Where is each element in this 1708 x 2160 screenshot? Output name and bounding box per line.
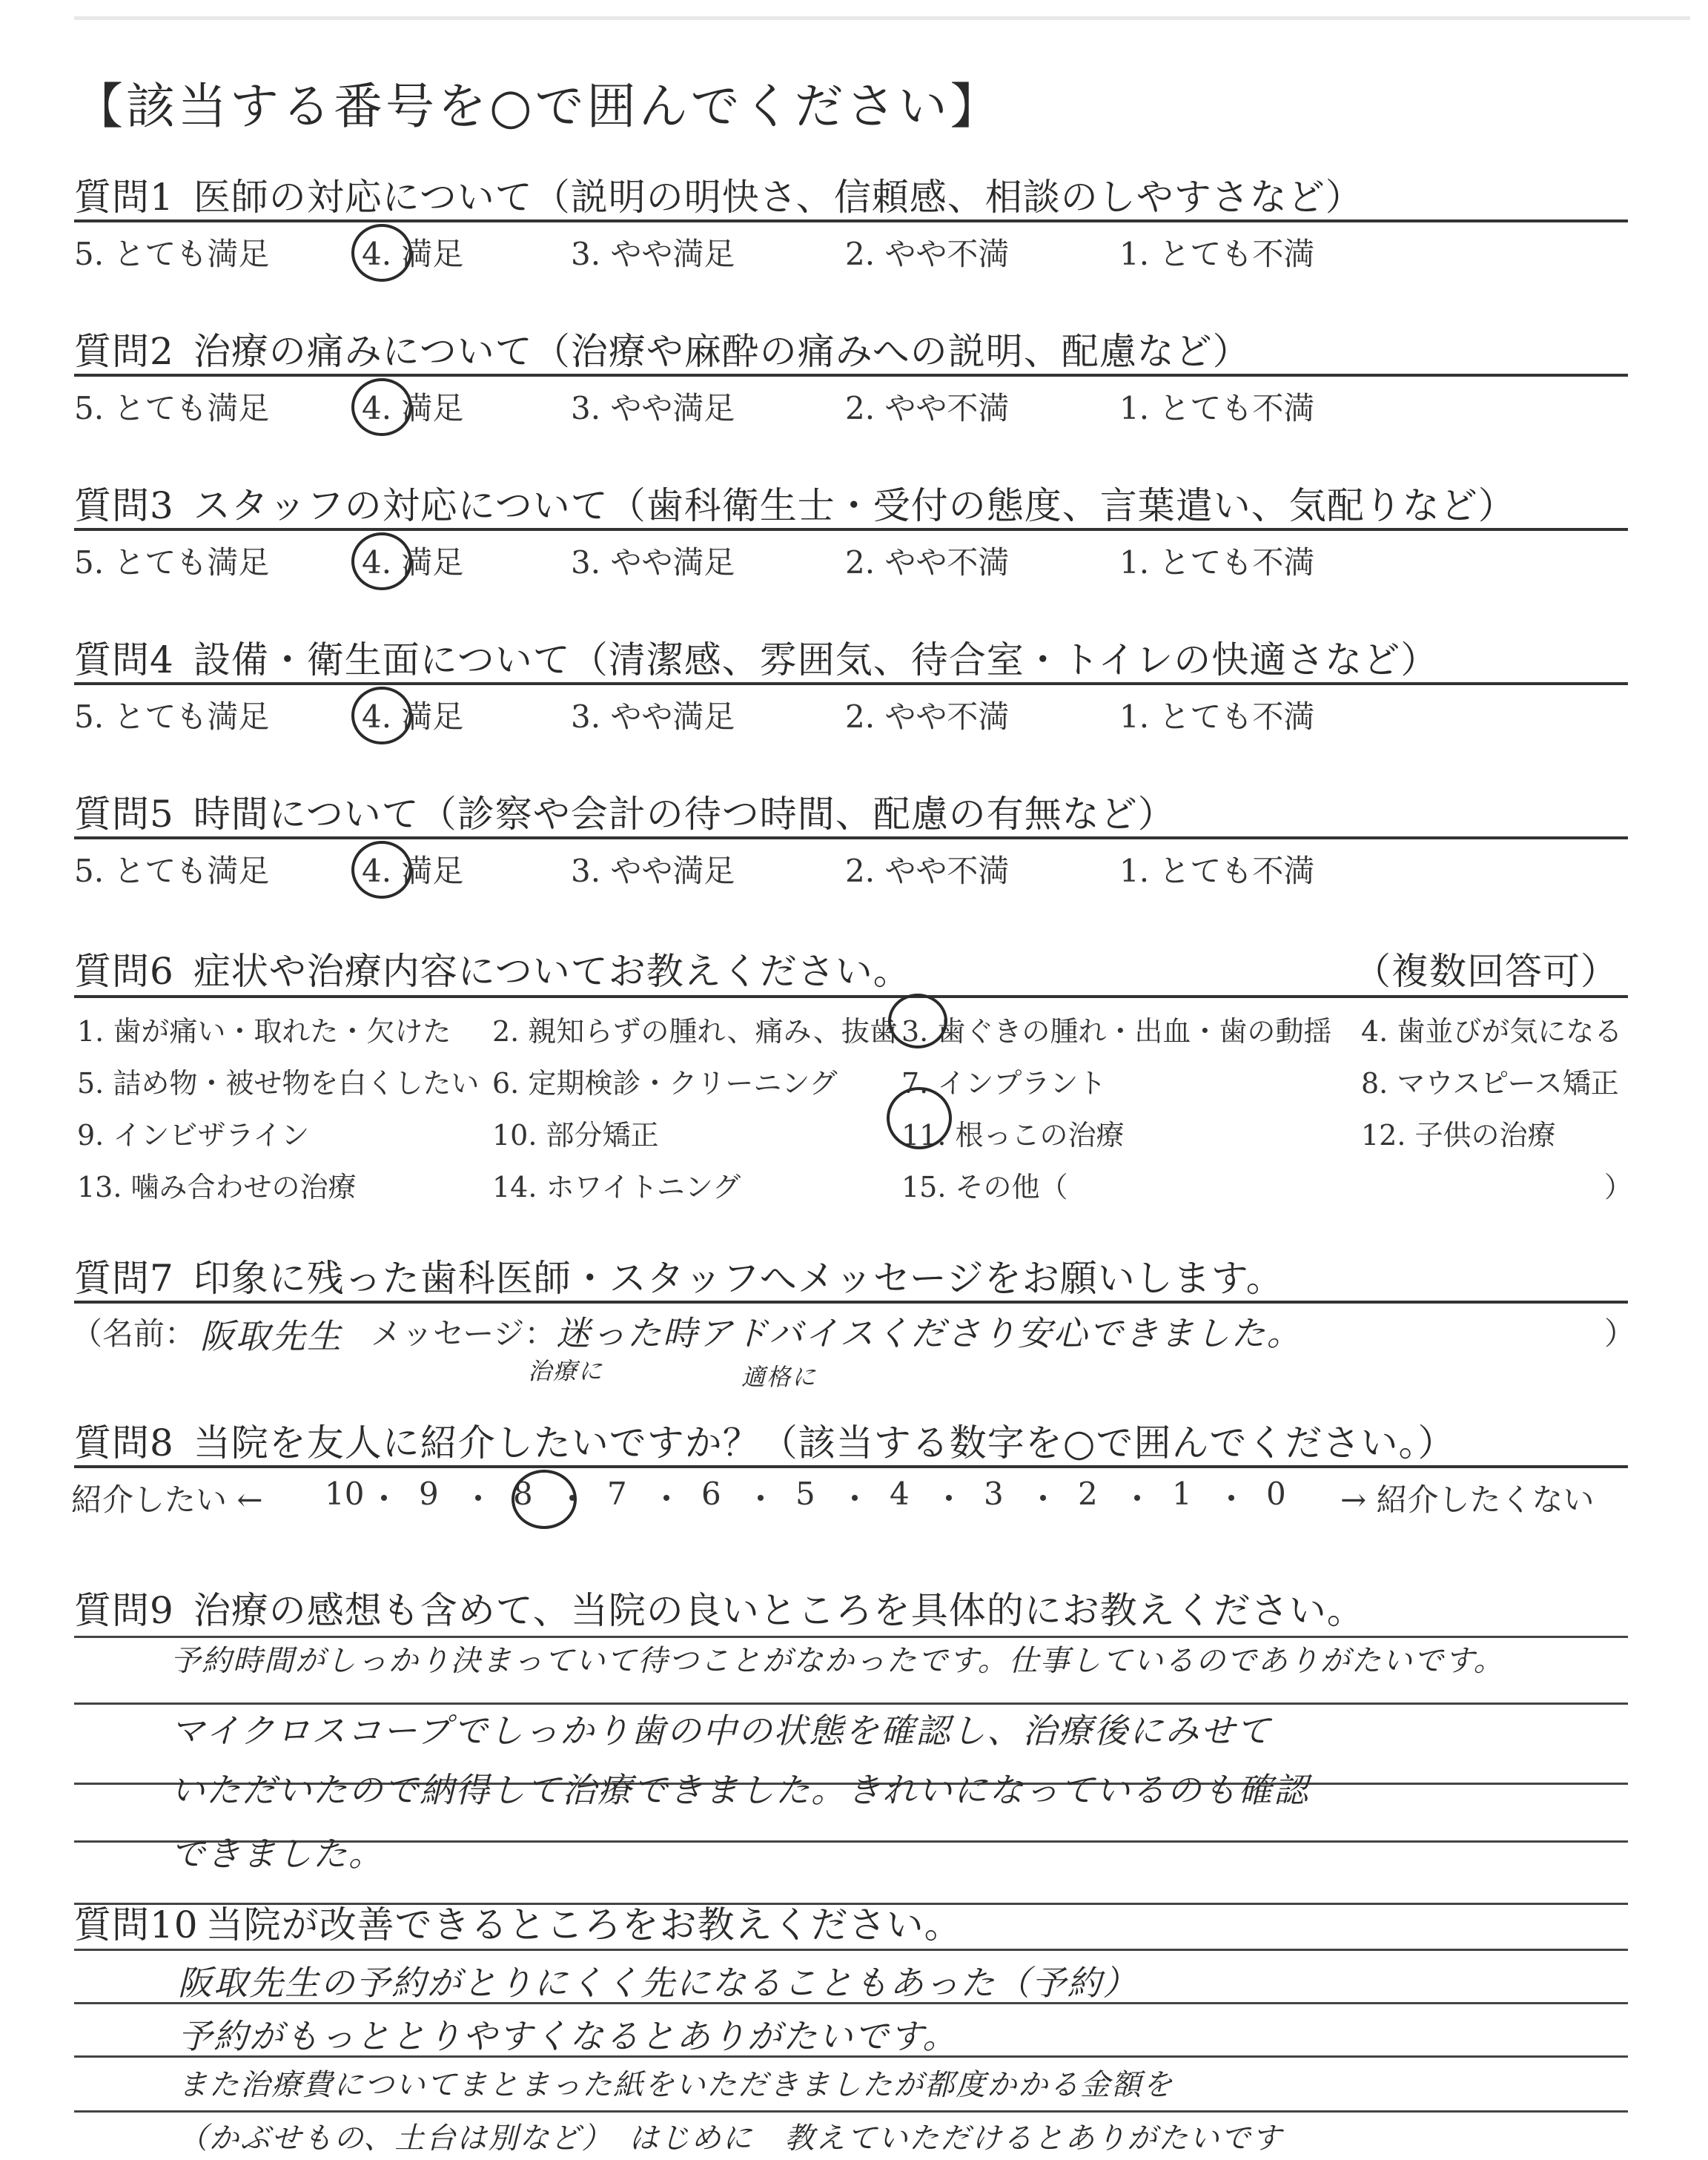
q8-scale-separator	[758, 1495, 764, 1501]
q8-scale-10[interactable]: 10	[325, 1476, 365, 1512]
q1-number: 質問1	[74, 176, 174, 219]
q4-text: 設備・衛生面について（清潔感、雰囲気、待合室・トイレの快適さなど）	[193, 638, 1439, 681]
q5-selection-circle[interactable]	[351, 841, 412, 899]
q5-number: 質問5	[74, 793, 174, 836]
q8-scale-0[interactable]: 0	[1266, 1476, 1286, 1512]
q2-rule	[74, 374, 1628, 377]
q2-option-1[interactable]: 1. とても不満	[1119, 390, 1315, 426]
q8-rule	[74, 1465, 1628, 1468]
q1-selection-circle[interactable]	[351, 224, 412, 282]
q1-rule	[74, 219, 1628, 222]
q6-option-1[interactable]: 1. 歯が痛い・取れた・欠けた	[77, 1015, 451, 1048]
q6-option-12[interactable]: 12. 子供の治療	[1361, 1119, 1556, 1152]
q9-answer-line[interactable]: いただいたので納得して治療できました。きれいになっているのも確認	[171, 1770, 1309, 1810]
q1-option-4[interactable]: 4. 満足	[362, 236, 464, 272]
q8-right-label: → 紹介したくない	[1340, 1482, 1595, 1518]
q6-option-3[interactable]: 3. 歯ぐきの腫れ・出血・歯の動揺	[901, 1015, 1332, 1048]
q4-option-2[interactable]: 2. やや不満	[845, 698, 1010, 735]
q1-option-3[interactable]: 3. やや満足	[571, 236, 735, 272]
q6-option-11[interactable]: 11. 根っこの治療	[901, 1119, 1125, 1152]
q6-option-2[interactable]: 2. 親知らずの腫れ、痛み、抜歯	[492, 1015, 898, 1048]
q4-option-4[interactable]: 4. 満足	[362, 698, 464, 735]
q3-option-1[interactable]: 1. とても不満	[1119, 544, 1315, 581]
q1-option-1[interactable]: 1. とても不満	[1119, 236, 1315, 272]
q7-message[interactable]: 迷った時アドバイスくださり安心できました。	[556, 1313, 1302, 1353]
q8-number: 質問8	[74, 1421, 174, 1464]
q8-scale-separator	[852, 1495, 858, 1501]
q7-rule	[74, 1301, 1628, 1304]
q8-scale-5[interactable]: 5	[795, 1476, 815, 1512]
q8-left-label: 紹介したい ←	[71, 1482, 263, 1518]
q6-option-15[interactable]: 15. その他（	[901, 1171, 1068, 1203]
q7-suffix: ）	[1604, 1315, 1636, 1352]
q7-insert-1: 治療に	[528, 1357, 604, 1385]
q8-scale-separator	[663, 1495, 669, 1501]
q9-answer-line[interactable]: 予約時間がしっかり決まっていて待つことがなかったです。仕事しているのでありがたいです。	[171, 1644, 1505, 1678]
q9-answer-line[interactable]: できました。	[171, 1834, 384, 1874]
q5-option-2[interactable]: 2. やや不満	[845, 853, 1010, 889]
q6-option-13[interactable]: 13. 噛み合わせの治療	[77, 1171, 357, 1203]
q4-rule	[74, 682, 1628, 685]
q6-option-7[interactable]: 7. インプラント	[901, 1067, 1107, 1100]
q8-scale-1[interactable]: 1	[1172, 1476, 1192, 1512]
q1-title	[74, 168, 1363, 221]
q10-text: 当院が改善できるところをお教えください。	[205, 1903, 962, 1946]
q5-option-1[interactable]: 1. とても不満	[1119, 853, 1315, 889]
q8-title	[74, 1413, 1455, 1467]
q2-option-4[interactable]: 4. 満足	[362, 390, 464, 426]
q6-option-5[interactable]: 5. 詰め物・被せ物を白くしたい	[77, 1067, 480, 1100]
q6-note: （複数回答可）	[1354, 950, 1618, 993]
q6-option-8[interactable]: 8. マウスピース矯正	[1361, 1067, 1619, 1100]
q7-name-prefix: （名前：	[71, 1315, 196, 1352]
q9-number: 質問9	[74, 1589, 174, 1632]
q2-option-5[interactable]: 5. とても満足	[74, 390, 270, 426]
page-header: 【該当する番号を○で囲んでください】	[74, 78, 1002, 135]
q2-option-3[interactable]: 3. やや満足	[571, 390, 735, 426]
top-border	[74, 16, 1690, 20]
q2-number: 質問2	[74, 330, 174, 373]
q8-scale-6[interactable]: 6	[701, 1476, 721, 1512]
q1-text: 医師の対応について（説明の明快さ、信頼感、相談のしやすさなど）	[193, 176, 1363, 219]
q4-option-3[interactable]: 3. やや満足	[571, 698, 735, 735]
q2-text: 治療の痛みについて（治療や麻酔の痛みへの説明、配慮など）	[193, 330, 1251, 373]
q5-text: 時間について（診察や会計の待つ時間、配慮の有無など）	[193, 793, 1176, 836]
q8-text: 当院を友人に紹介したいですか？（該当する数字を○で囲んでください。）	[193, 1421, 1456, 1464]
q3-text: スタッフの対応について（歯科衛生士・受付の態度、言葉遣い、気配りなど）	[193, 484, 1516, 527]
q10-ruled-line	[74, 1949, 1628, 1951]
q6-text: 症状や治療内容についてお教えください。	[193, 950, 911, 993]
q5-option-4[interactable]: 4. 満足	[362, 853, 464, 889]
q10-answer-line[interactable]: （かぶせもの、土台は別など） はじめに 教えていただけるとありがたいです	[178, 2121, 1283, 2156]
q6-rule	[74, 995, 1628, 998]
q3-option-5[interactable]: 5. とても満足	[74, 544, 270, 581]
q2-title	[74, 322, 1251, 375]
q9-text: 治療の感想も含めて、当院の良いところを具体的にお教えください。	[193, 1589, 1365, 1632]
q8-selection-circle[interactable]	[512, 1470, 577, 1529]
q5-title	[74, 785, 1176, 838]
q6-option-9[interactable]: 9. インビザライン	[77, 1119, 310, 1152]
q5-rule	[74, 836, 1628, 839]
q6-option-14[interactable]: 14. ホワイトニング	[492, 1171, 741, 1203]
q7-number: 質問7	[74, 1257, 174, 1300]
q6-option-6[interactable]: 6. 定期検診・クリーニング	[492, 1067, 838, 1100]
q3-number: 質問3	[74, 484, 174, 527]
q6-title	[74, 942, 911, 995]
q8-scale-separator	[475, 1495, 481, 1501]
q10-answer-line[interactable]: 阪取先生の予約がとりにくく先になることもあった（予約）	[178, 1963, 1139, 2003]
q10-ruled-line	[74, 2110, 1628, 2113]
q7-name[interactable]: 阪取先生	[200, 1316, 342, 1356]
q6-selection-circle-11[interactable]	[887, 1087, 952, 1149]
q10-answer-line[interactable]: また治療費についてまとまった紙をいただきましたが都度かかる金額を	[178, 2068, 1174, 2102]
q8-scale-4[interactable]: 4	[890, 1476, 910, 1512]
q4-selection-circle[interactable]	[351, 687, 412, 744]
q7-title	[74, 1249, 1284, 1302]
q8-scale-separator	[1228, 1495, 1234, 1501]
q8-scale-separator	[946, 1495, 952, 1501]
q2-selection-circle[interactable]	[351, 378, 412, 436]
q3-option-4[interactable]: 4. 満足	[362, 544, 464, 581]
q9-answer-line[interactable]: マイクロスコープでしっかり歯の中の状態を確認し、治療後にみせて	[171, 1711, 1272, 1751]
q8-scale-8[interactable]: 8	[513, 1476, 533, 1512]
q4-number: 質問4	[74, 638, 174, 681]
q7-message-label: メッセージ：	[371, 1315, 556, 1352]
q3-option-3[interactable]: 3. やや満足	[571, 544, 735, 581]
q6-option-4[interactable]: 4. 歯並びが気になる	[1361, 1015, 1623, 1048]
q8-scale-2[interactable]: 2	[1078, 1476, 1098, 1512]
q6-option-10[interactable]: 10. 部分矯正	[492, 1119, 659, 1152]
q3-option-2[interactable]: 2. やや不満	[845, 544, 1010, 581]
q5-option-3[interactable]: 3. やや満足	[571, 853, 735, 889]
q4-title	[74, 630, 1438, 684]
q7-insert-2: 適格に	[741, 1363, 818, 1391]
q6-option-16: ）	[1604, 1171, 1633, 1203]
q4-option-1[interactable]: 1. とても不満	[1119, 698, 1315, 735]
q8-scale-3[interactable]: 3	[984, 1476, 1004, 1512]
q10-answer-line[interactable]: 予約がもっととりやすくなるとありがたいです。	[178, 2016, 959, 2056]
q8-scale-separator	[1134, 1495, 1140, 1501]
q8-scale-7[interactable]: 7	[607, 1476, 627, 1512]
q7-text: 印象に残った歯科医師・スタッフへメッセージをお願いします。	[193, 1257, 1284, 1300]
q2-option-2[interactable]: 2. やや不満	[845, 390, 1010, 426]
q3-selection-circle[interactable]	[351, 532, 412, 590]
q8-scale-separator	[1040, 1495, 1046, 1501]
q10-title	[74, 1895, 962, 1949]
q1-option-2[interactable]: 2. やや不満	[845, 236, 1010, 272]
q3-rule	[74, 528, 1628, 531]
q8-scale-separator	[381, 1495, 387, 1501]
q1-option-5[interactable]: 5. とても満足	[74, 236, 270, 272]
q5-option-5[interactable]: 5. とても満足	[74, 853, 270, 889]
q6-selection-circle-3[interactable]	[888, 994, 947, 1048]
q4-option-5[interactable]: 5. とても満足	[74, 698, 270, 735]
q8-scale-9[interactable]: 9	[419, 1476, 439, 1512]
q6-number: 質問6	[74, 950, 174, 993]
q9-title	[74, 1581, 1365, 1634]
q3-title	[74, 476, 1516, 529]
q10-number: 質問10	[74, 1903, 199, 1946]
